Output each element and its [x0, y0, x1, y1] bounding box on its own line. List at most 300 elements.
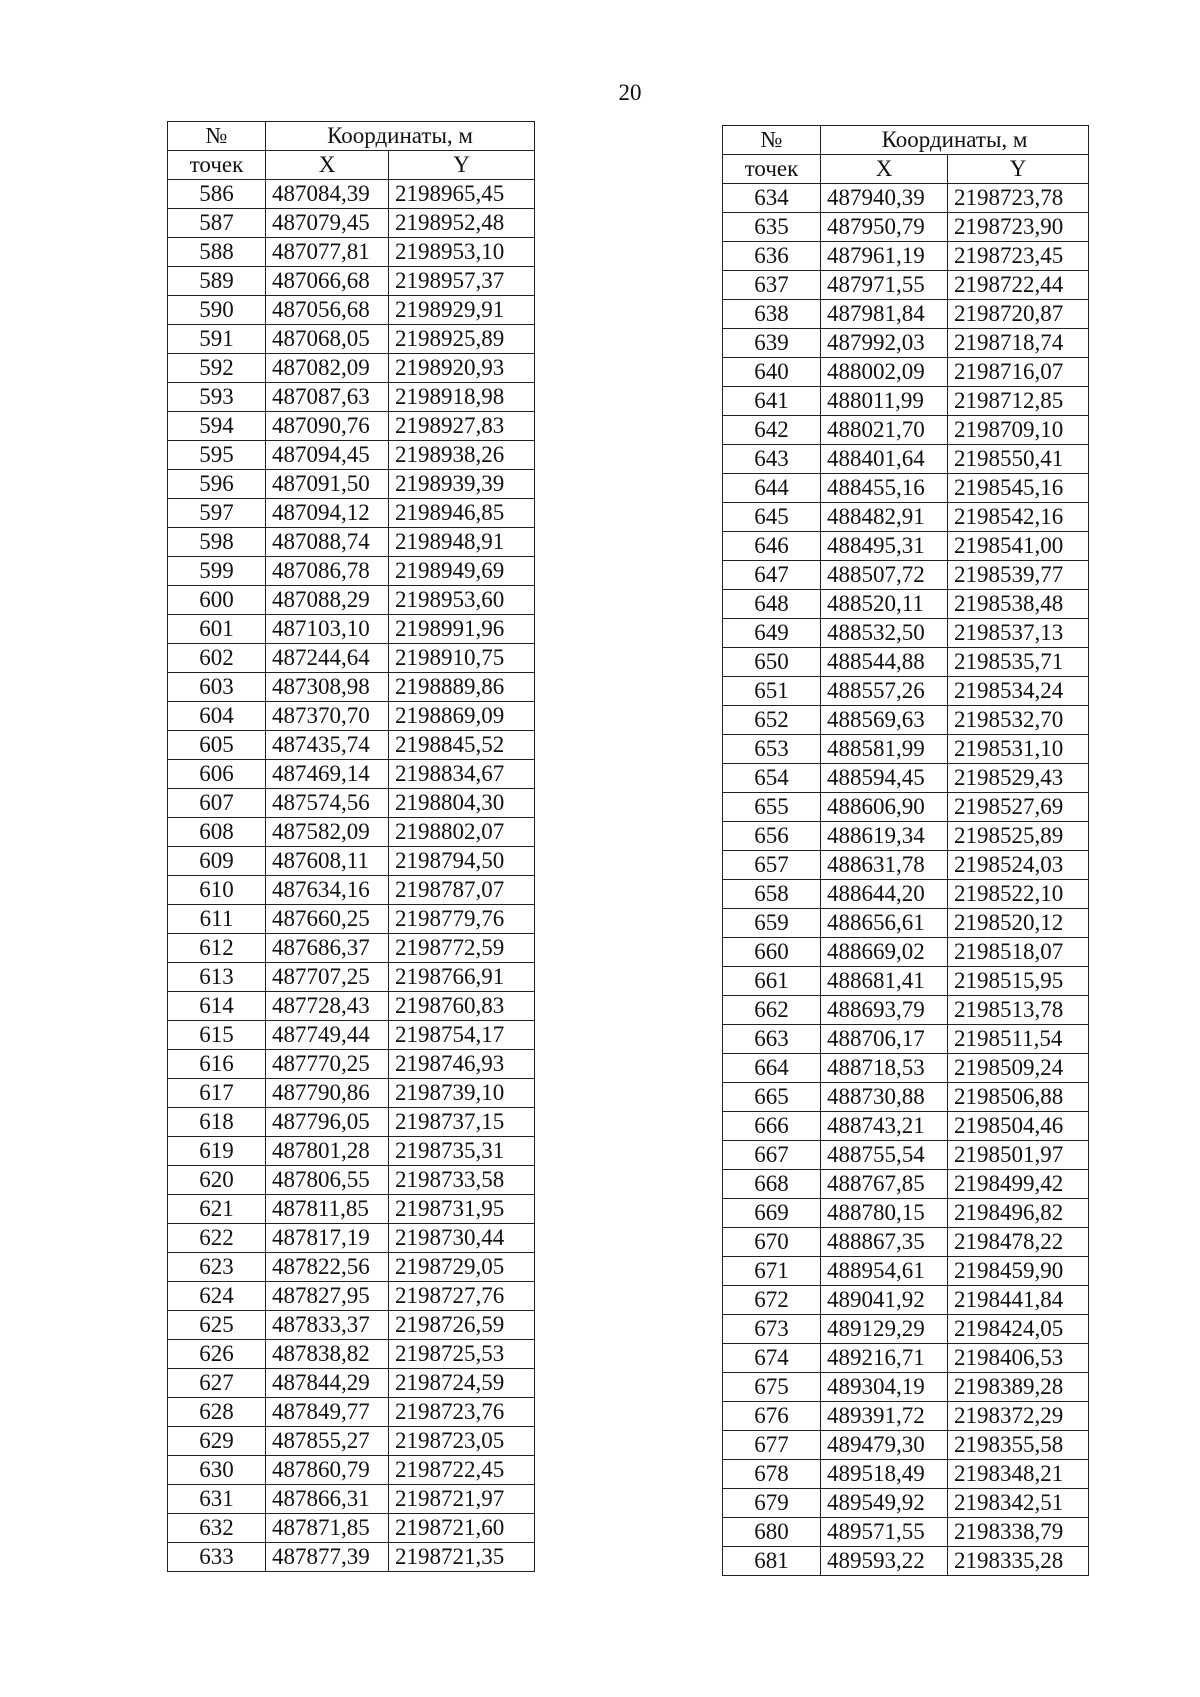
table-row — [168, 1079, 535, 1108]
table-row — [723, 1228, 1089, 1257]
x-coordinate-cell: 489593,22 — [821, 1547, 948, 1576]
point-number-cell: 621 — [168, 1195, 266, 1224]
x-coordinate-cell: 487749,44 — [266, 1021, 389, 1050]
x-coordinate-cell: 487817,19 — [266, 1224, 389, 1253]
x-coordinate-cell: 487992,03 — [821, 329, 948, 358]
y-coordinate-cell: 2198737,15 — [389, 1108, 535, 1137]
y-coordinate-cell: 2198504,46 — [948, 1112, 1089, 1141]
table-row — [168, 1485, 535, 1514]
y-coordinate-cell: 2198723,05 — [389, 1427, 535, 1456]
y-coordinate-cell: 2198802,07 — [389, 818, 535, 847]
table-row — [168, 1050, 535, 1079]
x-coordinate-cell: 487370,70 — [266, 702, 389, 731]
table-row — [168, 1427, 535, 1456]
point-number-cell: 601 — [168, 615, 266, 644]
y-coordinate-cell: 2198406,53 — [948, 1344, 1089, 1373]
point-number-cell: 641 — [723, 387, 821, 416]
x-coordinate-cell: 489571,55 — [821, 1518, 948, 1547]
x-coordinate-cell: 488706,17 — [821, 1025, 948, 1054]
table-row — [168, 1137, 535, 1166]
table-row — [168, 586, 535, 615]
point-number-cell: 619 — [168, 1137, 266, 1166]
x-coordinate-cell: 487811,85 — [266, 1195, 389, 1224]
table-row — [723, 996, 1089, 1025]
table-row — [168, 1282, 535, 1311]
y-coordinate-cell: 2198731,95 — [389, 1195, 535, 1224]
x-coordinate-cell: 488532,50 — [821, 619, 948, 648]
y-coordinate-cell: 2198712,85 — [948, 387, 1089, 416]
point-number-cell: 631 — [168, 1485, 266, 1514]
x-coordinate-cell: 487103,10 — [266, 615, 389, 644]
point-number-cell: 627 — [168, 1369, 266, 1398]
point-number-cell: 659 — [723, 909, 821, 938]
y-coordinate-cell: 2198729,05 — [389, 1253, 535, 1282]
y-coordinate-cell: 2198723,45 — [948, 242, 1089, 271]
table-row — [723, 1112, 1089, 1141]
table-row — [723, 880, 1089, 909]
x-coordinate-cell: 489129,29 — [821, 1315, 948, 1344]
table-row — [168, 354, 535, 383]
x-coordinate-cell: 488507,72 — [821, 561, 948, 590]
point-number-cell: 677 — [723, 1431, 821, 1460]
y-coordinate-cell: 2198722,44 — [948, 271, 1089, 300]
table-row — [723, 1547, 1089, 1576]
table-row — [723, 822, 1089, 851]
x-coordinate-cell: 488581,99 — [821, 735, 948, 764]
table-row — [168, 1398, 535, 1427]
point-number-cell: 586 — [168, 180, 266, 209]
y-coordinate-cell: 2198499,42 — [948, 1170, 1089, 1199]
table-row — [168, 180, 535, 209]
y-coordinate-cell: 2198531,10 — [948, 735, 1089, 764]
point-number-cell: 600 — [168, 586, 266, 615]
point-number-cell: 624 — [168, 1282, 266, 1311]
table-body — [723, 184, 1089, 1576]
table-row — [723, 358, 1089, 387]
x-coordinate-cell: 487086,78 — [266, 557, 389, 586]
table-row — [723, 1460, 1089, 1489]
point-number-cell: 628 — [168, 1398, 266, 1427]
x-coordinate-cell: 487844,29 — [266, 1369, 389, 1398]
y-coordinate-cell: 2198834,67 — [389, 760, 535, 789]
point-number-cell: 610 — [168, 876, 266, 905]
y-coordinate-cell: 2198424,05 — [948, 1315, 1089, 1344]
y-coordinate-cell: 2198538,48 — [948, 590, 1089, 619]
point-number-cell: 643 — [723, 445, 821, 474]
point-number-cell: 638 — [723, 300, 821, 329]
table-row — [168, 470, 535, 499]
y-coordinate-cell: 2198726,59 — [389, 1311, 535, 1340]
point-number-cell: 596 — [168, 470, 266, 499]
point-number-cell: 613 — [168, 963, 266, 992]
y-coordinate-cell: 2198355,58 — [948, 1431, 1089, 1460]
point-number-cell: 645 — [723, 503, 821, 532]
point-number-cell: 630 — [168, 1456, 266, 1485]
point-number-cell: 623 — [168, 1253, 266, 1282]
y-coordinate-cell: 2198804,30 — [389, 789, 535, 818]
x-coordinate-cell: 488669,02 — [821, 938, 948, 967]
y-coordinate-cell: 2198389,28 — [948, 1373, 1089, 1402]
point-number-cell: 670 — [723, 1228, 821, 1257]
table-row — [168, 1514, 535, 1543]
x-coordinate-cell: 487877,39 — [266, 1543, 389, 1572]
table-row — [723, 532, 1089, 561]
x-coordinate-cell: 489549,92 — [821, 1489, 948, 1518]
point-number-header-line1: № — [723, 126, 821, 155]
y-coordinate-cell: 2198535,71 — [948, 648, 1089, 677]
y-coordinate-cell: 2198718,74 — [948, 329, 1089, 358]
x-coordinate-cell: 487094,12 — [266, 499, 389, 528]
x-coordinate-cell: 487608,11 — [266, 847, 389, 876]
y-coordinate-cell: 2198524,03 — [948, 851, 1089, 880]
point-number-cell: 636 — [723, 242, 821, 271]
table-row — [723, 1489, 1089, 1518]
y-coordinate-cell: 2198541,00 — [948, 532, 1089, 561]
table-row — [723, 1054, 1089, 1083]
table-row — [723, 909, 1089, 938]
y-coordinate-cell: 2198953,60 — [389, 586, 535, 615]
table-row — [723, 213, 1089, 242]
x-coordinate-cell: 488767,85 — [821, 1170, 948, 1199]
y-coordinate-cell: 2198709,10 — [948, 416, 1089, 445]
x-coordinate-cell: 488544,88 — [821, 648, 948, 677]
y-coordinate-cell: 2198459,90 — [948, 1257, 1089, 1286]
point-number-cell: 594 — [168, 412, 266, 441]
table-row — [723, 1286, 1089, 1315]
point-number-cell: 649 — [723, 619, 821, 648]
point-number-cell: 665 — [723, 1083, 821, 1112]
x-coordinate-cell: 488743,21 — [821, 1112, 948, 1141]
y-coordinate-cell: 2198550,41 — [948, 445, 1089, 474]
table-row — [723, 677, 1089, 706]
x-coordinate-cell: 487084,39 — [266, 180, 389, 209]
point-number-cell: 617 — [168, 1079, 266, 1108]
table-row — [168, 209, 535, 238]
table-row — [723, 445, 1089, 474]
point-number-cell: 629 — [168, 1427, 266, 1456]
table-row — [723, 242, 1089, 271]
y-coordinate-cell: 2198525,89 — [948, 822, 1089, 851]
point-number-cell: 646 — [723, 532, 821, 561]
table-row — [168, 1166, 535, 1195]
x-coordinate-cell: 487871,85 — [266, 1514, 389, 1543]
y-coordinate-cell: 2198939,39 — [389, 470, 535, 499]
point-number-cell: 650 — [723, 648, 821, 677]
x-coordinate-cell: 487088,29 — [266, 586, 389, 615]
table-row — [168, 963, 535, 992]
point-number-cell: 614 — [168, 992, 266, 1021]
y-coordinate-cell: 2198721,97 — [389, 1485, 535, 1514]
x-coordinate-cell: 487087,63 — [266, 383, 389, 412]
y-coordinate-cell: 2198920,93 — [389, 354, 535, 383]
table-row — [723, 416, 1089, 445]
point-number-cell: 612 — [168, 934, 266, 963]
table-row — [168, 499, 535, 528]
point-number-cell: 589 — [168, 267, 266, 296]
point-number-cell: 606 — [168, 760, 266, 789]
x-coordinate-cell: 487435,74 — [266, 731, 389, 760]
table-row — [723, 300, 1089, 329]
point-number-cell: 604 — [168, 702, 266, 731]
table-row — [168, 1369, 535, 1398]
table-row — [168, 1311, 535, 1340]
table-row — [723, 735, 1089, 764]
y-coordinate-cell: 2198723,78 — [948, 184, 1089, 213]
table-row — [168, 325, 535, 354]
point-number-cell: 642 — [723, 416, 821, 445]
y-coordinate-cell: 2198348,21 — [948, 1460, 1089, 1489]
x-coordinate-cell: 488755,54 — [821, 1141, 948, 1170]
table-row — [723, 764, 1089, 793]
y-coordinate-cell: 2198948,91 — [389, 528, 535, 557]
table-row — [168, 1195, 535, 1224]
point-number-cell: 652 — [723, 706, 821, 735]
point-number-cell: 644 — [723, 474, 821, 503]
y-coordinate-cell: 2198506,88 — [948, 1083, 1089, 1112]
point-number-cell: 656 — [723, 822, 821, 851]
y-coordinate-cell: 2198991,96 — [389, 615, 535, 644]
point-number-cell: 587 — [168, 209, 266, 238]
coordinates-header: Координаты, м — [821, 126, 1089, 155]
table-row — [723, 474, 1089, 503]
x-coordinate-cell: 487079,45 — [266, 209, 389, 238]
point-number-cell: 626 — [168, 1340, 266, 1369]
point-number-cell: 592 — [168, 354, 266, 383]
table-row — [168, 557, 535, 586]
x-coordinate-cell: 488730,88 — [821, 1083, 948, 1112]
y-coordinate-cell: 2198730,44 — [389, 1224, 535, 1253]
y-coordinate-cell: 2198910,75 — [389, 644, 535, 673]
x-coordinate-cell: 487822,56 — [266, 1253, 389, 1282]
x-coordinate-cell: 487961,19 — [821, 242, 948, 271]
table-row — [723, 706, 1089, 735]
y-coordinate-cell: 2198925,89 — [389, 325, 535, 354]
point-number-cell: 651 — [723, 677, 821, 706]
x-coordinate-cell: 488631,78 — [821, 851, 948, 880]
y-coordinate-cell: 2198733,58 — [389, 1166, 535, 1195]
y-column-header: Y — [389, 151, 535, 180]
table-row — [168, 702, 535, 731]
table-row — [168, 992, 535, 1021]
y-coordinate-cell: 2198953,10 — [389, 238, 535, 267]
point-number-cell: 674 — [723, 1344, 821, 1373]
y-coordinate-cell: 2198725,53 — [389, 1340, 535, 1369]
point-number-header-line2: точек — [723, 155, 821, 184]
point-number-cell: 599 — [168, 557, 266, 586]
table-row — [723, 967, 1089, 996]
x-coordinate-cell: 487981,84 — [821, 300, 948, 329]
y-coordinate-cell: 2198496,82 — [948, 1199, 1089, 1228]
x-coordinate-cell: 488569,63 — [821, 706, 948, 735]
table-row — [168, 876, 535, 905]
point-number-cell: 615 — [168, 1021, 266, 1050]
point-number-cell: 620 — [168, 1166, 266, 1195]
point-number-cell: 648 — [723, 590, 821, 619]
table-row — [168, 296, 535, 325]
x-coordinate-cell: 489216,71 — [821, 1344, 948, 1373]
x-coordinate-cell: 489479,30 — [821, 1431, 948, 1460]
point-number-cell: 680 — [723, 1518, 821, 1547]
point-number-cell: 647 — [723, 561, 821, 590]
y-coordinate-cell: 2198724,59 — [389, 1369, 535, 1398]
point-number-cell: 662 — [723, 996, 821, 1025]
y-coordinate-cell: 2198338,79 — [948, 1518, 1089, 1547]
point-number-cell: 663 — [723, 1025, 821, 1054]
table-row — [723, 271, 1089, 300]
y-coordinate-cell: 2198511,54 — [948, 1025, 1089, 1054]
y-coordinate-cell: 2198889,86 — [389, 673, 535, 702]
point-number-cell: 632 — [168, 1514, 266, 1543]
y-coordinate-cell: 2198529,43 — [948, 764, 1089, 793]
point-number-cell: 634 — [723, 184, 821, 213]
x-coordinate-cell: 487308,98 — [266, 673, 389, 702]
y-coordinate-cell: 2198735,31 — [389, 1137, 535, 1166]
x-coordinate-cell: 488619,34 — [821, 822, 948, 851]
y-coordinate-cell: 2198938,26 — [389, 441, 535, 470]
x-coordinate-cell: 487056,68 — [266, 296, 389, 325]
table-row — [723, 1431, 1089, 1460]
x-coordinate-cell: 489041,92 — [821, 1286, 948, 1315]
table-row — [168, 1253, 535, 1282]
y-coordinate-cell: 2198372,29 — [948, 1402, 1089, 1431]
x-coordinate-cell: 487077,81 — [266, 238, 389, 267]
point-number-cell: 603 — [168, 673, 266, 702]
y-coordinate-cell: 2198965,45 — [389, 180, 535, 209]
y-coordinate-cell: 2198723,76 — [389, 1398, 535, 1427]
table-row — [723, 1344, 1089, 1373]
x-coordinate-cell: 487971,55 — [821, 271, 948, 300]
x-coordinate-cell: 488011,99 — [821, 387, 948, 416]
point-number-cell: 625 — [168, 1311, 266, 1340]
point-number-cell: 607 — [168, 789, 266, 818]
y-coordinate-cell: 2198957,37 — [389, 267, 535, 296]
point-number-cell: 595 — [168, 441, 266, 470]
table-body — [168, 180, 535, 1572]
table-row — [168, 789, 535, 818]
table-row — [723, 329, 1089, 358]
y-coordinate-cell: 2198545,16 — [948, 474, 1089, 503]
x-coordinate-cell: 488780,15 — [821, 1199, 948, 1228]
x-coordinate-cell: 487686,37 — [266, 934, 389, 963]
x-coordinate-cell: 489304,19 — [821, 1373, 948, 1402]
point-number-cell: 667 — [723, 1141, 821, 1170]
y-coordinate-cell: 2198501,97 — [948, 1141, 1089, 1170]
y-coordinate-cell: 2198746,93 — [389, 1050, 535, 1079]
x-coordinate-cell: 487574,56 — [266, 789, 389, 818]
y-coordinate-cell: 2198952,48 — [389, 209, 535, 238]
y-coordinate-cell: 2198342,51 — [948, 1489, 1089, 1518]
x-coordinate-cell: 487866,31 — [266, 1485, 389, 1514]
x-coordinate-cell: 487855,27 — [266, 1427, 389, 1456]
point-number-cell: 633 — [168, 1543, 266, 1572]
point-number-cell: 676 — [723, 1402, 821, 1431]
table-row — [723, 648, 1089, 677]
x-coordinate-cell: 488401,64 — [821, 445, 948, 474]
x-coordinate-cell: 487634,16 — [266, 876, 389, 905]
point-number-cell: 588 — [168, 238, 266, 267]
y-coordinate-cell: 2198522,10 — [948, 880, 1089, 909]
coordinates-table-right — [722, 125, 1089, 1576]
table-row — [168, 731, 535, 760]
x-coordinate-cell: 487806,55 — [266, 1166, 389, 1195]
point-number-cell: 639 — [723, 329, 821, 358]
x-coordinate-cell: 487082,09 — [266, 354, 389, 383]
x-coordinate-cell: 488718,53 — [821, 1054, 948, 1083]
table-row — [168, 847, 535, 876]
table-row — [723, 1402, 1089, 1431]
x-coordinate-cell: 488681,41 — [821, 967, 948, 996]
point-number-cell: 609 — [168, 847, 266, 876]
x-coordinate-cell: 488002,09 — [821, 358, 948, 387]
point-number-cell: 658 — [723, 880, 821, 909]
table-row — [168, 1340, 535, 1369]
y-coordinate-cell: 2198520,12 — [948, 909, 1089, 938]
table-row — [723, 1141, 1089, 1170]
table-header — [723, 126, 1089, 184]
point-number-cell: 668 — [723, 1170, 821, 1199]
y-coordinate-cell: 2198927,83 — [389, 412, 535, 441]
x-coordinate-cell: 487582,09 — [266, 818, 389, 847]
table-row — [723, 1315, 1089, 1344]
table-row — [168, 818, 535, 847]
table-header — [168, 122, 535, 180]
y-coordinate-cell: 2198542,16 — [948, 503, 1089, 532]
table-row — [723, 387, 1089, 416]
point-number-cell: 666 — [723, 1112, 821, 1141]
point-number-cell: 598 — [168, 528, 266, 557]
page-number: 20 — [618, 80, 642, 105]
table-row — [168, 1021, 535, 1050]
table-row — [723, 590, 1089, 619]
coordinates-header: Координаты, м — [266, 122, 535, 151]
x-coordinate-cell: 488455,16 — [821, 474, 948, 503]
point-number-header-line2: точек — [168, 151, 266, 180]
x-coordinate-cell: 488594,45 — [821, 764, 948, 793]
point-number-cell: 608 — [168, 818, 266, 847]
x-coordinate-cell: 488021,70 — [821, 416, 948, 445]
table-row — [168, 412, 535, 441]
x-coordinate-cell: 487833,37 — [266, 1311, 389, 1340]
y-coordinate-cell: 2198929,91 — [389, 296, 535, 325]
table-row — [168, 1108, 535, 1137]
x-coordinate-cell: 487728,43 — [266, 992, 389, 1021]
x-coordinate-cell: 487838,82 — [266, 1340, 389, 1369]
x-coordinate-cell: 487801,28 — [266, 1137, 389, 1166]
table-row — [723, 503, 1089, 532]
x-coordinate-cell: 488644,20 — [821, 880, 948, 909]
point-number-cell: 661 — [723, 967, 821, 996]
table-row — [168, 441, 535, 470]
table-row — [723, 561, 1089, 590]
y-coordinate-cell: 2198527,69 — [948, 793, 1089, 822]
point-number-cell: 672 — [723, 1286, 821, 1315]
table-row — [723, 1083, 1089, 1112]
y-coordinate-cell: 2198754,17 — [389, 1021, 535, 1050]
y-coordinate-cell: 2198518,07 — [948, 938, 1089, 967]
x-coordinate-cell: 487660,25 — [266, 905, 389, 934]
point-number-cell: 640 — [723, 358, 821, 387]
table-row — [723, 1025, 1089, 1054]
y-coordinate-cell: 2198949,69 — [389, 557, 535, 586]
y-coordinate-cell: 2198532,70 — [948, 706, 1089, 735]
point-number-cell: 660 — [723, 938, 821, 967]
x-coordinate-cell: 487940,39 — [821, 184, 948, 213]
table-row — [723, 938, 1089, 967]
point-number-cell: 669 — [723, 1199, 821, 1228]
point-number-cell: 664 — [723, 1054, 821, 1083]
y-coordinate-cell: 2198772,59 — [389, 934, 535, 963]
point-number-cell: 590 — [168, 296, 266, 325]
